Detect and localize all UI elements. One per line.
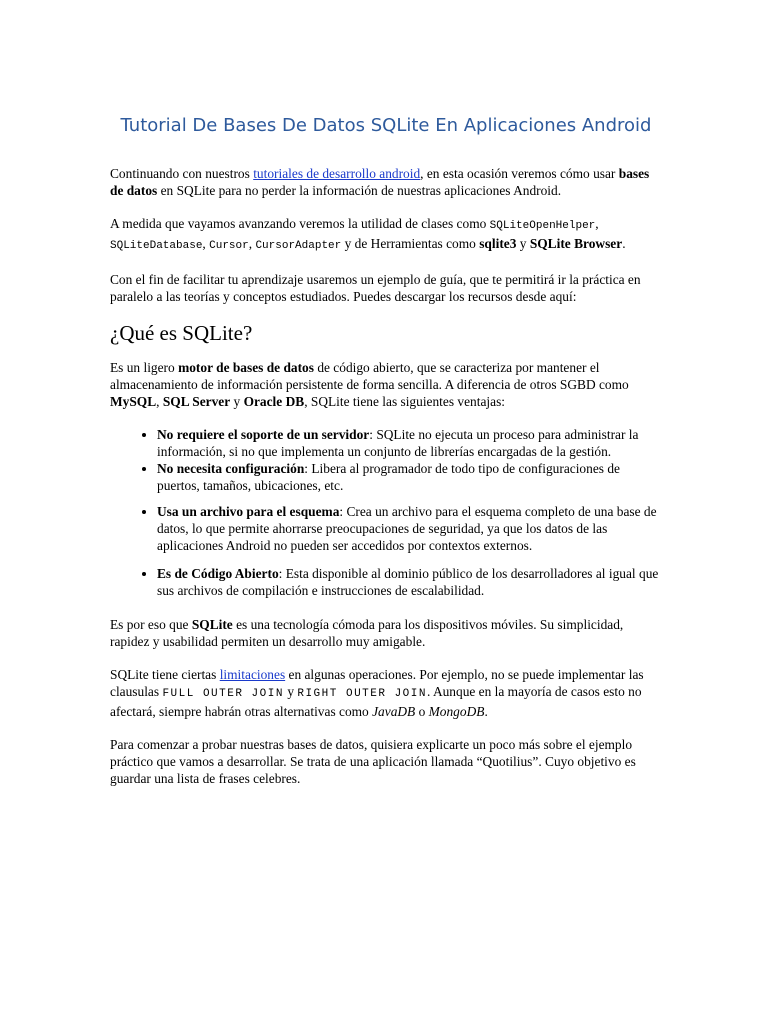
- list-item: [157, 426, 662, 460]
- code-class-name: CursorAdapter: [255, 240, 342, 252]
- advantage-text: : SQLite no ejecuta un proceso para administrar la información, si no que implementa un conjunto de librerías encargadas de la gestión.: [157, 427, 639, 459]
- advantage-title: Usa un archivo para el esquema: [157, 504, 340, 519]
- advantage-text: : Esta disponible al dominio público de los desarrolladores al igual que sus archivos de compilación e instrucciones de escalabilidad.: [157, 566, 659, 598]
- bold-term: SQL Server: [162, 394, 231, 409]
- advantage-text: : Crea un archivo para el esquema completo de una base de datos, lo que permite ahorrarse preocupaciones de seguridad, ya que los datos de las aplicaciones Android no pueden ser accedidos por contextos externos.: [157, 504, 657, 553]
- text-span: y de Herramientas como: [341, 236, 480, 251]
- document-body: [110, 110, 662, 803]
- example-paragraph: Para comenzar a probar nuestras bases de datos, quisiera explicarte un poco más sobre el ejemplo práctico que vamos a desarrollar. Se trata de una aplicación llamada “Quotilius”. Cuyo objetivo es guardar una lista de frases celebres.: [110, 737, 636, 786]
- bold-term: SQLite: [191, 617, 233, 632]
- code-clause: FULL OUTER JOIN: [162, 688, 284, 700]
- text-span: SQLite tiene ciertas: [110, 667, 220, 682]
- bold-term: motor de bases de datos: [178, 360, 314, 375]
- advantage-title: Es de Código Abierto: [157, 566, 279, 581]
- text-span: y: [516, 236, 530, 251]
- italic-term: MongoDB: [428, 704, 485, 719]
- text-span: , en esta ocasión veremos cómo usar: [420, 166, 619, 181]
- text-span: . Aunque en la mayoría de casos esto no afectará, siempre habrán otras alternativas como: [110, 684, 642, 719]
- bold-term: SQLite Browser: [529, 236, 623, 251]
- bold-term: Oracle DB: [243, 394, 305, 409]
- text-span: y: [283, 684, 298, 699]
- section-heading: ¿Qué es SQLite?: [110, 321, 253, 345]
- text-span: Es un ligero: [110, 360, 179, 375]
- text-span: Continuando con nuestros: [110, 166, 254, 181]
- resources-paragraph: Con el fin de facilitar tu aprendizaje usaremos un ejemplo de guía, que te permitirá ir la práctica en paralelo a las teorías y conceptos estudiados. Puedes descargar los recursos desde aquí:: [110, 272, 641, 304]
- sqlite-definition-paragraph: Es un ligero motor de bases de datos de código abierto, que se caracteriza por mantener el almacenamiento de información persistente de forma sencilla. A diferencia de otros SGBD como MySQL, SQL Server y Oracle DB, SQLite tiene las siguientes ventajas:: [110, 360, 629, 409]
- bold-term: sqlite3: [479, 236, 517, 251]
- text-span: de código abierto, que se caracteriza por mantener el almacenamiento de información persistente de forma sencilla. A diferencia de otros SGBD como: [110, 360, 629, 392]
- list-item: [157, 503, 662, 554]
- text-span: en algunas operaciones. Por ejemplo, no se puede implementar las clausulas: [110, 667, 644, 699]
- text-span: en SQLite para no perder la información de nuestras aplicaciones Android.: [157, 183, 562, 198]
- list-item: [157, 565, 662, 599]
- limitations-link[interactable]: limitaciones: [219, 667, 286, 682]
- advantage-text: : Libera al programador de todo tipo de configuraciones de puertos, tamaños, ubicaciones, etc.: [157, 461, 620, 493]
- code-clause: RIGHT OUTER JOIN: [297, 688, 427, 700]
- code-class-name: SQLiteOpenHelper: [489, 220, 596, 232]
- text-span: Es por eso que: [110, 617, 192, 632]
- italic-term: JavaDB: [372, 704, 416, 719]
- text-span: .: [622, 236, 626, 251]
- code-class-name: Cursor: [209, 240, 249, 252]
- code-class-name: SQLiteDatabase: [110, 240, 203, 252]
- bold-term: MySQL: [110, 394, 157, 409]
- classes-paragraph: A medida que vayamos avanzando veremos la utilidad de clases como SQLiteOpenHelper, SQLiteDatabase, Cursor, CursorAdapter y de Herramientas como sqlite3 y SQLite Browser.: [110, 216, 626, 252]
- text-span: .: [484, 704, 488, 719]
- page-title: Tutorial De Bases De Datos SQLite En Aplicaciones Android: [120, 115, 652, 136]
- advantage-title: No requiere el soporte de un servidor: [157, 427, 370, 442]
- list-item: [157, 460, 662, 494]
- advantages-list: [110, 426, 662, 599]
- text-span: , SQLite tiene las siguientes ventajas:: [304, 394, 506, 409]
- mobile-paragraph: [110, 616, 662, 650]
- text-span: o: [415, 704, 429, 719]
- android-tutorials-link[interactable]: tutoriales de desarrollo android: [253, 166, 421, 181]
- text-span: A medida que vayamos avanzando veremos la utilidad de clases como: [110, 216, 490, 231]
- advantage-title: No necesita configuración: [157, 461, 305, 476]
- text-span: es una tecnología cómoda para los dispositivos móviles. Su simplicidad, rapidez y usabilidad permiten un desarrollo muy amigable.: [110, 617, 624, 649]
- limitations-paragraph: [110, 666, 662, 720]
- intro-paragraph: [110, 165, 662, 199]
- bold-term: bases de datos: [110, 166, 650, 198]
